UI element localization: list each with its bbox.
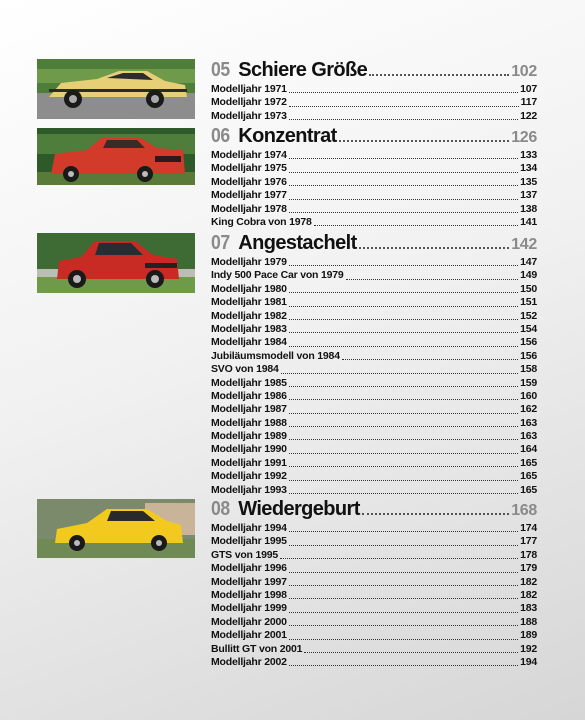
dot-leader <box>346 279 519 280</box>
toc-entry <box>211 363 537 376</box>
entry-label: Bullitt GT von 2001 <box>211 642 303 655</box>
entry-page-number: 174 <box>520 522 537 534</box>
entry-page-number: 134 <box>520 162 537 175</box>
entry-page-number: 150 <box>520 282 537 295</box>
dot-leader <box>289 426 518 427</box>
photo-yellow-modern-mustang <box>37 499 195 558</box>
entry-page-number: 182 <box>520 588 537 601</box>
dot-leader <box>289 212 518 213</box>
entry-page-number: 138 <box>520 202 537 215</box>
dot-leader <box>289 639 518 640</box>
photo-red-mustang-ii <box>37 128 195 185</box>
toc-section <box>211 58 537 123</box>
toc-entry <box>211 256 537 269</box>
toc-entry <box>211 203 537 216</box>
entry-page-number: 154 <box>520 322 537 335</box>
entry-label: Modelljahr 1977 <box>211 189 287 202</box>
entry-label: Modelljahr 1971 <box>211 83 287 95</box>
entry-page-number: 192 <box>520 642 537 655</box>
toc-entry <box>211 576 537 589</box>
toc-entry <box>211 562 537 575</box>
entry-page-number: 183 <box>520 602 537 615</box>
toc-entry <box>211 323 537 336</box>
dot-leader <box>289 625 518 626</box>
entry-label: Modelljahr 1978 <box>211 202 287 215</box>
chapter-title: Schiere Größe <box>238 59 368 81</box>
toc-entry <box>211 269 537 282</box>
entry-label: Modelljahr 1980 <box>211 282 287 295</box>
toc-entry <box>211 417 537 430</box>
toc-section <box>211 231 537 497</box>
chapter-page-number: 168 <box>511 502 537 519</box>
entry-label: Modelljahr 1997 <box>211 575 287 588</box>
dot-leader <box>289 493 518 494</box>
dot-leader <box>289 292 518 293</box>
dot-leader <box>304 652 518 653</box>
entry-label: SVO von 1984 <box>211 363 279 376</box>
entry-page-number: 163 <box>520 430 537 443</box>
toc-entry <box>211 350 537 363</box>
entry-label: Modelljahr 1992 <box>211 470 287 483</box>
toc-entry <box>211 189 537 202</box>
entry-page-number: 107 <box>520 83 537 95</box>
entry-page-number: 151 <box>520 296 537 309</box>
entry-page-number: 135 <box>520 175 537 188</box>
entry-page-number: 156 <box>520 336 537 349</box>
section-heading <box>211 497 537 521</box>
dot-leader <box>289 572 518 573</box>
entry-page-number: 158 <box>520 363 537 376</box>
dot-leader <box>339 140 510 142</box>
entry-page-number: 177 <box>520 535 537 548</box>
toc-entry-list <box>211 256 537 497</box>
toc-entry <box>211 629 537 642</box>
dot-leader <box>289 480 518 481</box>
dot-leader <box>289 332 518 333</box>
entry-page-number: 141 <box>520 215 537 228</box>
toc-section <box>211 497 537 669</box>
dot-leader <box>314 225 518 226</box>
entry-page-number: 159 <box>520 376 537 389</box>
entry-page-number: 117 <box>520 96 537 109</box>
toc-entry <box>211 149 537 162</box>
toc-entry <box>211 470 537 483</box>
entry-page-number: 122 <box>520 109 537 122</box>
toc-entry <box>211 522 537 535</box>
toc-entry <box>211 430 537 443</box>
chapter-page-number: 102 <box>511 63 537 80</box>
toc-entry <box>211 176 537 189</box>
entry-label: Modelljahr 1984 <box>211 336 287 349</box>
entry-page-number: 194 <box>520 655 537 668</box>
dot-leader <box>289 319 518 320</box>
dot-leader <box>342 359 518 360</box>
entry-page-number: 178 <box>520 548 537 561</box>
chapter-page-number: 126 <box>511 129 537 146</box>
toc-entry-list <box>211 149 537 229</box>
entry-label: Modelljahr 1994 <box>211 522 287 534</box>
entry-label: Modelljahr 1996 <box>211 562 287 575</box>
entry-page-number: 189 <box>520 629 537 642</box>
chapter-number: 08 <box>211 498 230 520</box>
toc-entry <box>211 484 537 497</box>
entry-label: Modelljahr 1975 <box>211 162 287 175</box>
chapter-page-number: 142 <box>511 236 537 253</box>
entry-label: Modelljahr 1995 <box>211 535 287 548</box>
entry-label: Modelljahr 2001 <box>211 629 287 642</box>
entry-label: Modelljahr 1988 <box>211 416 287 429</box>
dot-leader <box>289 92 518 93</box>
entry-page-number: 149 <box>520 269 537 282</box>
dot-leader <box>281 373 518 374</box>
dot-leader <box>289 466 518 467</box>
dot-leader <box>289 346 518 347</box>
entry-page-number: 188 <box>520 615 537 628</box>
dot-leader <box>289 413 518 414</box>
entry-page-number: 164 <box>520 443 537 456</box>
dot-leader <box>289 158 518 159</box>
entry-page-number: 179 <box>520 562 537 575</box>
dot-leader <box>289 106 519 107</box>
entry-label: Indy 500 Pace Car von 1979 <box>211 269 344 282</box>
dot-leader <box>289 612 518 613</box>
toc-entry <box>211 216 537 229</box>
entry-label: GTS von 1995 <box>211 548 279 561</box>
entry-label: King Cobra von 1978 <box>211 215 312 228</box>
entry-label: Modelljahr 1993 <box>211 483 287 496</box>
section-heading <box>211 58 537 82</box>
toc-entry <box>211 656 537 669</box>
toc-entry <box>211 390 537 403</box>
toc-entry <box>211 296 537 309</box>
toc-entry-list <box>211 522 537 669</box>
dot-leader <box>280 558 518 559</box>
entry-page-number: 137 <box>520 189 537 202</box>
section-heading <box>211 124 537 148</box>
toc-entry <box>211 602 537 615</box>
dot-leader <box>359 247 510 249</box>
entry-page-number: 133 <box>520 149 537 161</box>
toc-entry <box>211 549 537 562</box>
toc-entry <box>211 457 537 470</box>
entry-label: Modelljahr 1981 <box>211 296 287 309</box>
dot-leader <box>289 399 518 400</box>
dot-leader <box>289 665 518 666</box>
toc-entry <box>211 310 537 323</box>
entry-page-number: 162 <box>520 403 537 416</box>
dot-leader <box>289 185 518 186</box>
toc-entry <box>211 535 537 548</box>
dot-leader <box>289 199 518 200</box>
entry-page-number: 156 <box>520 349 537 362</box>
entry-label: Modelljahr 2002 <box>211 655 287 668</box>
toc-entry-list <box>211 83 537 123</box>
dot-leader <box>289 585 518 586</box>
entry-label: Modelljahr 1999 <box>211 602 287 615</box>
toc-entry <box>211 96 537 109</box>
entry-label: Modelljahr 2000 <box>211 615 287 628</box>
entry-page-number: 182 <box>520 575 537 588</box>
toc-entry <box>211 83 537 96</box>
toc-entry <box>211 643 537 656</box>
entry-page-number: 165 <box>520 470 537 483</box>
entry-page-number: 163 <box>520 416 537 429</box>
dot-leader <box>289 306 518 307</box>
toc-entry <box>211 377 537 390</box>
entry-label: Modelljahr 1972 <box>211 96 287 109</box>
dot-leader <box>289 453 518 454</box>
chapter-title: Angestachelt <box>238 232 357 254</box>
entry-page-number: 147 <box>520 256 537 268</box>
dot-leader <box>289 386 518 387</box>
dot-leader <box>289 172 518 173</box>
entry-page-number: 165 <box>520 456 537 469</box>
entry-label: Modelljahr 1990 <box>211 443 287 456</box>
photo-red-fox-body-mustang <box>37 233 195 293</box>
toc-entry <box>211 162 537 175</box>
entry-label: Modelljahr 1998 <box>211 588 287 601</box>
toc-entry <box>211 403 537 416</box>
toc-entry <box>211 283 537 296</box>
toc-entry <box>211 616 537 629</box>
dot-leader <box>289 265 518 266</box>
dot-leader <box>289 119 518 120</box>
toc-entry <box>211 336 537 349</box>
chapter-title: Wiedergeburt <box>238 498 360 520</box>
entry-page-number: 165 <box>520 483 537 496</box>
dot-leader <box>362 513 509 515</box>
dot-leader <box>289 439 518 440</box>
dot-leader <box>369 74 509 76</box>
entry-label: Modelljahr 1974 <box>211 149 287 161</box>
toc-entry <box>211 589 537 602</box>
section-heading <box>211 231 537 255</box>
dot-leader <box>289 531 518 532</box>
chapter-number: 06 <box>211 125 230 147</box>
toc-section <box>211 124 537 229</box>
entry-label: Modelljahr 1976 <box>211 175 287 188</box>
entry-page-number: 152 <box>520 309 537 322</box>
entry-label: Modelljahr 1982 <box>211 309 287 322</box>
entry-label: Modelljahr 1973 <box>211 109 287 122</box>
chapter-title: Konzentrat <box>238 125 337 147</box>
entry-label: Modelljahr 1989 <box>211 430 287 443</box>
entry-label: Modelljahr 1986 <box>211 389 287 402</box>
toc-entry <box>211 443 537 456</box>
entry-label: Jubiläumsmodell von 1984 <box>211 349 340 362</box>
toc-entry <box>211 110 537 123</box>
entry-page-number: 160 <box>520 389 537 402</box>
dot-leader <box>289 598 518 599</box>
entry-label: Modelljahr 1985 <box>211 376 287 389</box>
chapter-number: 07 <box>211 232 230 254</box>
entry-label: Modelljahr 1979 <box>211 256 287 268</box>
entry-label: Modelljahr 1983 <box>211 322 287 335</box>
dot-leader <box>289 545 518 546</box>
photo-yellow-muscle-car <box>37 59 195 119</box>
entry-label: Modelljahr 1987 <box>211 403 287 416</box>
chapter-number: 05 <box>211 59 230 81</box>
entry-label: Modelljahr 1991 <box>211 456 287 469</box>
